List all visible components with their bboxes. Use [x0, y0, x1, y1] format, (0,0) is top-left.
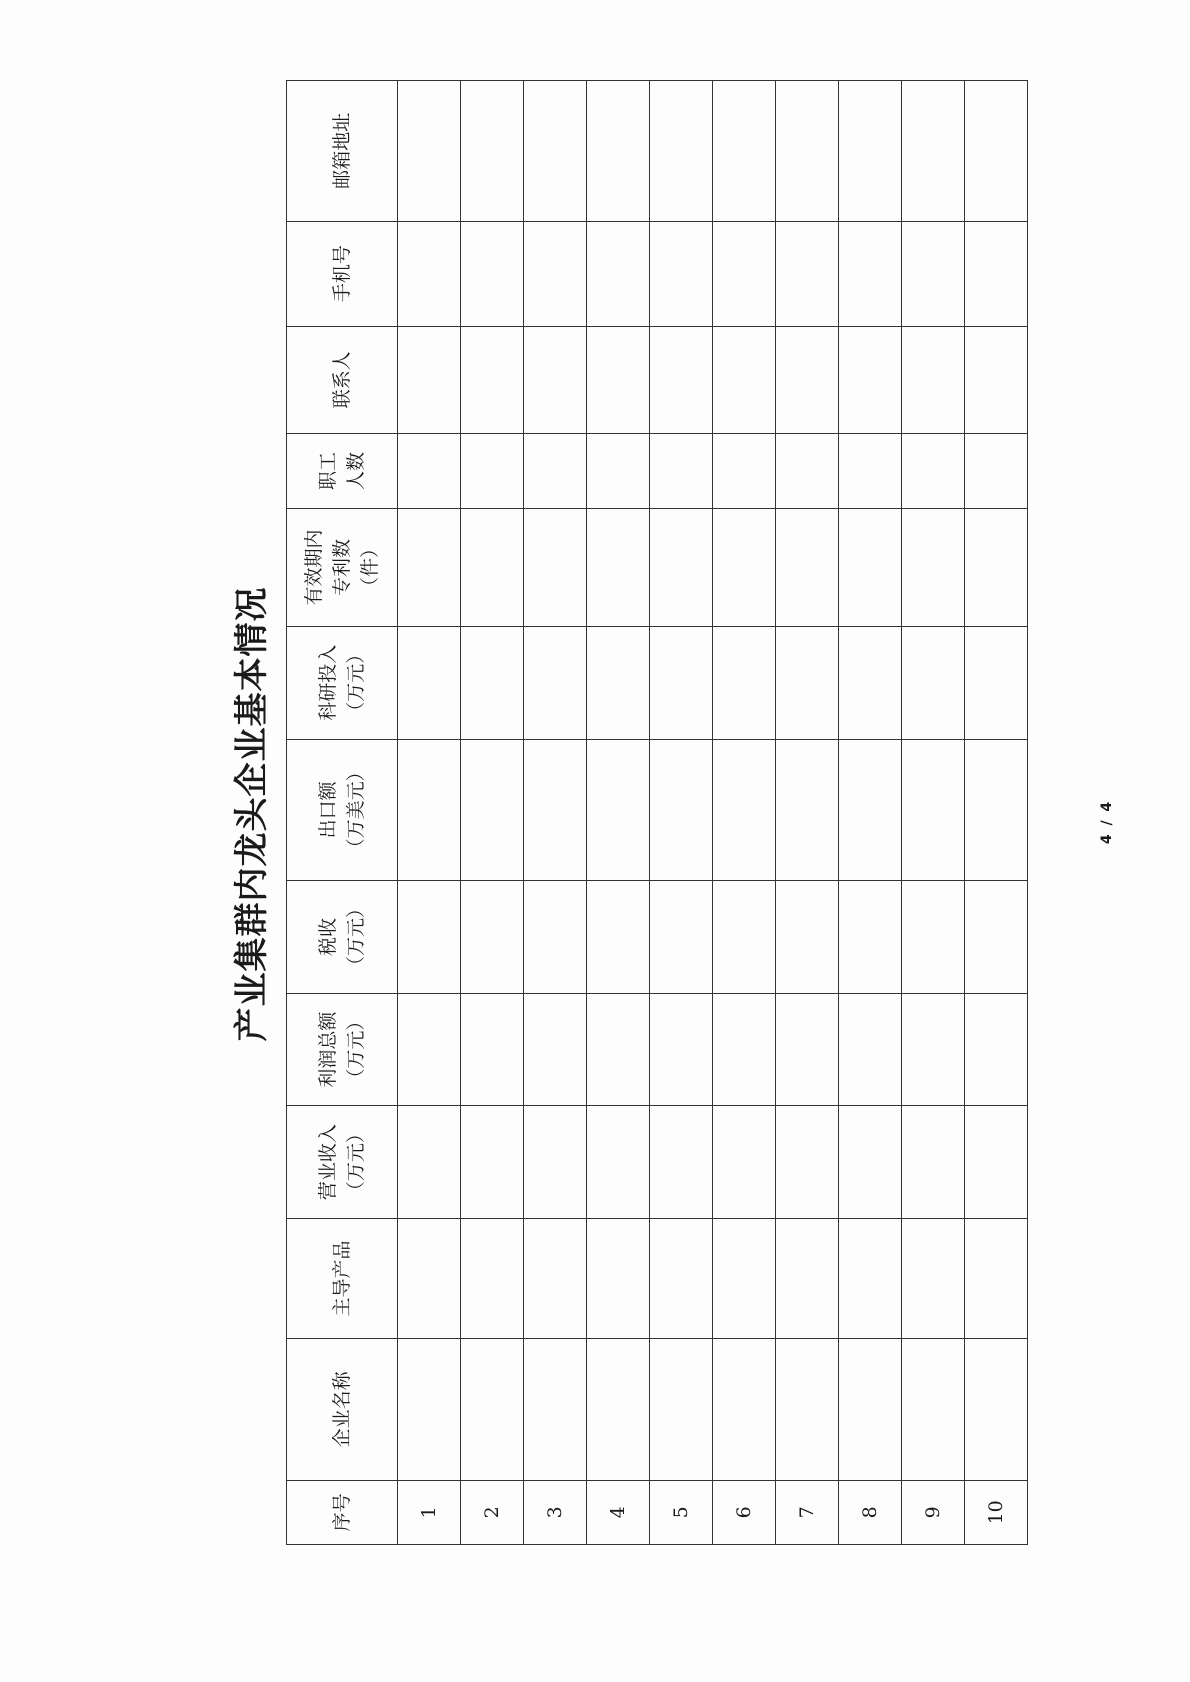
- cell-staff[interactable]: [713, 433, 776, 508]
- cell-patents[interactable]: [965, 509, 1028, 627]
- cell-address[interactable]: [461, 81, 524, 222]
- row-number: 9: [902, 1480, 965, 1544]
- cell-rnd[interactable]: [650, 626, 713, 739]
- cell-contact[interactable]: [776, 326, 839, 433]
- table-row: [839, 81, 902, 1545]
- cell-contact[interactable]: [839, 326, 902, 433]
- header-phone: [287, 221, 398, 326]
- cell-phone[interactable]: [398, 221, 461, 326]
- cell-staff[interactable]: [524, 433, 587, 508]
- cell-product[interactable]: [713, 1218, 776, 1338]
- cell-rnd[interactable]: [587, 626, 650, 739]
- table-row: [461, 81, 524, 1545]
- enterprise-info-table: [286, 80, 1028, 1545]
- cell-profit[interactable]: [839, 993, 902, 1106]
- cell-tax[interactable]: [902, 881, 965, 994]
- cell-revenue[interactable]: [839, 1106, 902, 1219]
- header-export-line: （万美元）: [345, 762, 367, 858]
- header-company-line: 企业名称: [331, 1371, 353, 1448]
- cell-rnd[interactable]: [713, 626, 776, 739]
- header-staff-line: 职工: [317, 451, 339, 490]
- header-product-line: 主导产品: [331, 1240, 353, 1317]
- cell-tax[interactable]: [839, 881, 902, 994]
- header-patents-line: 有效期内: [303, 529, 325, 606]
- cell-revenue[interactable]: [587, 1106, 650, 1219]
- cell-phone[interactable]: [650, 221, 713, 326]
- header-contact: [287, 326, 398, 433]
- header-patents-line: （件）: [359, 539, 381, 597]
- cell-profit[interactable]: [902, 993, 965, 1106]
- cell-profit[interactable]: [398, 993, 461, 1106]
- cell-contact[interactable]: [524, 326, 587, 433]
- header-seq: [287, 1480, 398, 1544]
- cell-company[interactable]: [965, 1339, 1028, 1481]
- header-tax: [287, 881, 398, 994]
- cell-revenue[interactable]: [776, 1106, 839, 1219]
- cell-contact[interactable]: [461, 326, 524, 433]
- header-rnd-line: （万元）: [345, 644, 367, 721]
- cell-company[interactable]: [839, 1339, 902, 1481]
- cell-patents[interactable]: [650, 509, 713, 627]
- cell-contact[interactable]: [965, 326, 1028, 433]
- cell-phone[interactable]: [524, 221, 587, 326]
- cell-address[interactable]: [839, 81, 902, 222]
- header-company: [287, 1339, 398, 1481]
- cell-phone[interactable]: [965, 221, 1028, 326]
- header-staff-line: 人数: [345, 451, 367, 490]
- cell-product[interactable]: [524, 1218, 587, 1338]
- cell-contact[interactable]: [587, 326, 650, 433]
- cell-phone[interactable]: [587, 221, 650, 326]
- cell-revenue[interactable]: [461, 1106, 524, 1219]
- cell-product[interactable]: [965, 1218, 1028, 1338]
- cell-tax[interactable]: [524, 881, 587, 994]
- cell-export[interactable]: [776, 739, 839, 881]
- table-body: [398, 81, 1028, 1545]
- header-staff: [287, 433, 398, 508]
- cell-address[interactable]: [650, 81, 713, 222]
- cell-rnd[interactable]: [839, 626, 902, 739]
- cell-company[interactable]: [461, 1339, 524, 1481]
- cell-revenue[interactable]: [398, 1106, 461, 1219]
- cell-company[interactable]: [587, 1339, 650, 1481]
- table-row: [524, 81, 587, 1545]
- cell-staff[interactable]: [839, 433, 902, 508]
- cell-company[interactable]: [902, 1339, 965, 1481]
- cell-patents[interactable]: [461, 509, 524, 627]
- cell-tax[interactable]: [965, 881, 1028, 994]
- cell-product[interactable]: [839, 1218, 902, 1338]
- cell-phone[interactable]: [839, 221, 902, 326]
- header-export: [287, 739, 398, 881]
- cell-export[interactable]: [650, 739, 713, 881]
- cell-staff[interactable]: [902, 433, 965, 508]
- cell-contact[interactable]: [713, 326, 776, 433]
- cell-company[interactable]: [776, 1339, 839, 1481]
- cell-tax[interactable]: [461, 881, 524, 994]
- row-number: 4: [587, 1480, 650, 1544]
- cell-staff[interactable]: [398, 433, 461, 508]
- cell-address[interactable]: [398, 81, 461, 222]
- header-tax-line: 税收: [317, 917, 339, 956]
- cell-tax[interactable]: [398, 881, 461, 994]
- cell-patents[interactable]: [587, 509, 650, 627]
- header-address: [287, 81, 398, 222]
- cell-staff[interactable]: [461, 433, 524, 508]
- header-address-line: 邮箱地址: [331, 112, 353, 189]
- cell-product[interactable]: [461, 1218, 524, 1338]
- cell-export[interactable]: [587, 739, 650, 881]
- cell-rnd[interactable]: [776, 626, 839, 739]
- cell-profit[interactable]: [650, 993, 713, 1106]
- row-number: 8: [839, 1480, 902, 1544]
- cell-export[interactable]: [398, 739, 461, 881]
- header-product: [287, 1218, 398, 1338]
- table-row: [587, 81, 650, 1545]
- cell-address[interactable]: [776, 81, 839, 222]
- cell-revenue[interactable]: [713, 1106, 776, 1219]
- cell-phone[interactable]: [713, 221, 776, 326]
- cell-profit[interactable]: [965, 993, 1028, 1106]
- cell-company[interactable]: [713, 1339, 776, 1481]
- cell-contact[interactable]: [650, 326, 713, 433]
- cell-phone[interactable]: [902, 221, 965, 326]
- cell-product[interactable]: [650, 1218, 713, 1338]
- cell-tax[interactable]: [650, 881, 713, 994]
- row-number: 7: [776, 1480, 839, 1544]
- header-rnd: [287, 626, 398, 739]
- cell-export[interactable]: [839, 739, 902, 881]
- cell-revenue[interactable]: [650, 1106, 713, 1219]
- cell-address[interactable]: [902, 81, 965, 222]
- header-rnd-line: 科研投入: [317, 644, 339, 721]
- cell-company[interactable]: [524, 1339, 587, 1481]
- cell-staff[interactable]: [965, 433, 1028, 508]
- cell-export[interactable]: [902, 739, 965, 881]
- row-number: 1: [398, 1480, 461, 1544]
- cell-rnd[interactable]: [398, 626, 461, 739]
- header-contact-line: 联系人: [331, 351, 353, 409]
- header-tax-line: （万元）: [345, 898, 367, 975]
- cell-product[interactable]: [587, 1218, 650, 1338]
- header-revenue: [287, 1106, 398, 1219]
- cell-rnd[interactable]: [524, 626, 587, 739]
- header-revenue-line: 营业收入: [317, 1124, 339, 1201]
- cell-product[interactable]: [776, 1218, 839, 1338]
- cell-revenue[interactable]: [524, 1106, 587, 1219]
- header-export-line: 出口额: [317, 781, 339, 839]
- cell-export[interactable]: [461, 739, 524, 881]
- cell-company[interactable]: [650, 1339, 713, 1481]
- cell-product[interactable]: [902, 1218, 965, 1338]
- cell-address[interactable]: [524, 81, 587, 222]
- cell-revenue[interactable]: [965, 1106, 1028, 1219]
- cell-address[interactable]: [713, 81, 776, 222]
- cell-staff[interactable]: [776, 433, 839, 508]
- cell-patents[interactable]: [398, 509, 461, 627]
- header-profit-line: 利润总额: [317, 1011, 339, 1088]
- cell-contact[interactable]: [398, 326, 461, 433]
- cell-profit[interactable]: [776, 993, 839, 1106]
- row-number: 3: [524, 1480, 587, 1544]
- row-number: 5: [650, 1480, 713, 1544]
- cell-phone[interactable]: [461, 221, 524, 326]
- cell-tax[interactable]: [776, 881, 839, 994]
- cell-tax[interactable]: [587, 881, 650, 994]
- cell-export[interactable]: [965, 739, 1028, 881]
- cell-patents[interactable]: [713, 509, 776, 627]
- row-number: 2: [461, 1480, 524, 1544]
- cell-export[interactable]: [713, 739, 776, 881]
- table-row: [398, 81, 461, 1545]
- cell-staff[interactable]: [587, 433, 650, 508]
- cell-rnd[interactable]: [902, 626, 965, 739]
- cell-company[interactable]: [398, 1339, 461, 1481]
- table-row: [650, 81, 713, 1545]
- page-number: 4 / 4: [1099, 799, 1116, 845]
- table-row: [776, 81, 839, 1545]
- cell-address[interactable]: [965, 81, 1028, 222]
- cell-phone[interactable]: [776, 221, 839, 326]
- row-number: 6: [713, 1480, 776, 1544]
- row-number: 10: [965, 1480, 1028, 1544]
- rotated-content: [222, 55, 1007, 1573]
- table-header-row: [287, 81, 398, 1545]
- cell-patents[interactable]: [902, 509, 965, 627]
- header-profit-line: （万元）: [345, 1011, 367, 1088]
- table-row: [902, 81, 965, 1545]
- cell-product[interactable]: [398, 1218, 461, 1338]
- document-title: 产业集群内龙头企业基本情况: [232, 586, 272, 1042]
- table-row: [713, 81, 776, 1545]
- cell-profit[interactable]: [524, 993, 587, 1106]
- cell-rnd[interactable]: [965, 626, 1028, 739]
- cell-address[interactable]: [587, 81, 650, 222]
- table-row: [965, 81, 1028, 1545]
- cell-profit[interactable]: [587, 993, 650, 1106]
- header-patents: [287, 509, 398, 627]
- header-revenue-line: （万元）: [345, 1124, 367, 1201]
- cell-export[interactable]: [524, 739, 587, 881]
- cell-profit[interactable]: [461, 993, 524, 1106]
- cell-patents[interactable]: [776, 509, 839, 627]
- cell-patents[interactable]: [839, 509, 902, 627]
- header-profit: [287, 993, 398, 1106]
- cell-patents[interactable]: [524, 509, 587, 627]
- cell-profit[interactable]: [713, 993, 776, 1106]
- cell-contact[interactable]: [902, 326, 965, 433]
- header-phone-line: 手机号: [331, 245, 353, 303]
- cell-rnd[interactable]: [461, 626, 524, 739]
- cell-revenue[interactable]: [902, 1106, 965, 1219]
- cell-tax[interactable]: [713, 881, 776, 994]
- header-seq-line: 序号: [331, 1493, 353, 1532]
- header-patents-line: 专利数: [331, 539, 353, 597]
- cell-staff[interactable]: [650, 433, 713, 508]
